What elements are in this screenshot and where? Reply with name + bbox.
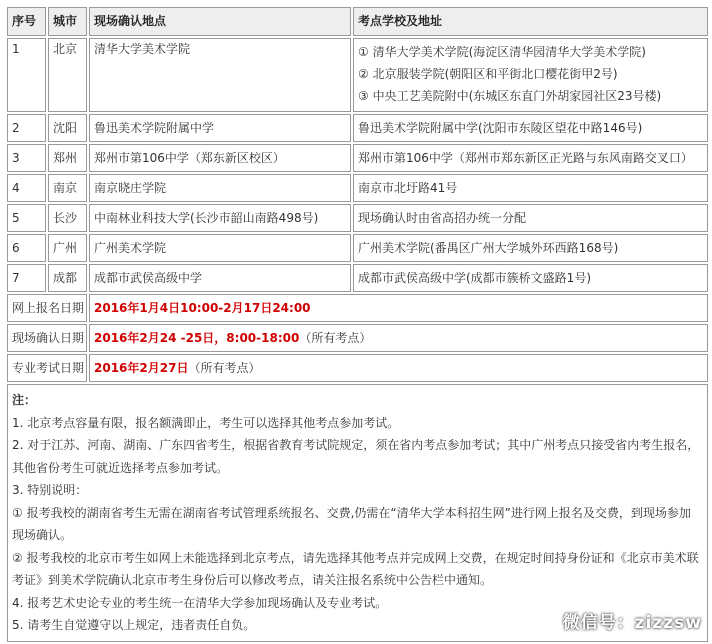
row-city: 北京 xyxy=(48,38,87,112)
date-note: （所有考点） xyxy=(188,360,261,375)
row-site: 清华大学美术学院 xyxy=(89,38,351,112)
note-line: 3. 特别说明： xyxy=(12,483,88,497)
row-city: 南京 xyxy=(48,174,87,202)
row-no: 4 xyxy=(7,174,46,202)
table-row xyxy=(7,204,708,232)
address-line: ① 清华大学美术学院(海淀区清华园清华大学美术学院) xyxy=(358,45,646,59)
date-value: 2016年2月24 -25日，8:00-18:00 xyxy=(94,330,300,345)
row-site: 成都市武侯高级中学 xyxy=(89,264,351,292)
date-value-cell xyxy=(89,354,708,382)
note-line: 1. 北京考点容量有限，报名额满即止，考生可以选择其他考点参加考试。 xyxy=(12,415,400,430)
row-city: 成都 xyxy=(48,264,87,292)
notes-title: 注： xyxy=(12,393,37,407)
watermark: 微信号：zizzsw xyxy=(562,613,702,633)
row-site: 南京晓庄学院 xyxy=(89,174,351,202)
address-line: ② 北京服装学院(朝阳区和平街北口樱花街甲2号) xyxy=(358,67,618,81)
row-address: 现场确认时由省高招办统一分配 xyxy=(353,204,708,232)
note-line: ② 报考我校的北京市考生如网上未能选择到北京考点，请先选择其他考点并完成网上交费，在规定时间持身份证和《北京市美术联 xyxy=(12,550,699,565)
row-no: 1 xyxy=(7,38,46,112)
header-no: 序号 xyxy=(7,7,46,36)
note-line: 其他省份考生可就近选择考点参加考试。 xyxy=(12,460,229,475)
date-value: 2016年2月27日 xyxy=(94,360,189,375)
row-address: 南京市北圩路41号 xyxy=(353,174,708,202)
date-value-cell xyxy=(89,324,708,352)
exam-site-table xyxy=(5,5,710,644)
notes-row xyxy=(7,384,708,642)
table-row xyxy=(7,114,708,142)
row-city: 沈阳 xyxy=(48,114,87,142)
date-value-cell xyxy=(89,294,708,322)
notes-cell xyxy=(7,384,708,642)
row-site: 郑州市第106中学（郑东新区校区） xyxy=(89,144,351,172)
header-address: 考点学校及地址 xyxy=(353,7,708,36)
note-line: 5. 请考生自觉遵守以上规定，违者责任自负。 xyxy=(12,618,256,632)
table-row xyxy=(7,234,708,262)
date-row xyxy=(7,294,708,322)
table-row xyxy=(7,38,708,112)
row-no: 5 xyxy=(7,204,46,232)
row-city: 郑州 xyxy=(48,144,87,172)
header-site: 现场确认地点 xyxy=(89,7,351,36)
date-note: （所有考点） xyxy=(299,330,372,345)
note-line: 考证》到美术学院确认北京市考生身份后可以修改考点，请关注报名系统中公告栏中通知。 xyxy=(12,573,493,587)
row-site: 广州美术学院 xyxy=(89,234,351,262)
table-row xyxy=(7,264,708,292)
date-label: 网上报名日期 xyxy=(7,294,87,322)
table-row xyxy=(7,144,708,172)
header-city: 城市 xyxy=(48,7,87,36)
row-site: 鲁迅美术学院附属中学 xyxy=(89,114,351,142)
address-line: ③ 中央工艺美院附中(东城区东直门外胡家园社区23号楼) xyxy=(358,89,662,103)
note-line: 2. 对于江苏、河南、湖南、广东四省考生，根据省教育考试院规定，须在省内考点参加考试；其中广州考点只接受省内考生报名， xyxy=(12,438,700,452)
note-line: 现场确认。 xyxy=(12,528,73,542)
row-address: 广州美术学院(番禺区广州大学城外环西路168号) xyxy=(353,234,708,262)
date-row xyxy=(7,324,708,352)
row-no: 6 xyxy=(7,234,46,262)
date-value: 2016年1月4日10:00-2月17日24:00 xyxy=(94,300,311,315)
row-address: 成都市武侯高级中学(成都市簇桥文盛路1号) xyxy=(353,264,708,292)
date-label: 现场确认日期 xyxy=(7,324,87,352)
row-city: 广州 xyxy=(48,234,87,262)
note-line: ① 报考我校的湖南省考生无需在湖南省考试管理系统报名、交费,仍需在“清华大学本科招生网”进行网上报名及交费，到现场参加 xyxy=(12,505,691,520)
row-site: 中南林业科技大学(长沙市韶山南路498号) xyxy=(89,204,351,232)
date-label: 专业考试日期 xyxy=(7,354,87,382)
row-no: 3 xyxy=(7,144,46,172)
row-no: 2 xyxy=(7,114,46,142)
date-row xyxy=(7,354,708,382)
row-city: 长沙 xyxy=(48,204,87,232)
row-no: 7 xyxy=(7,264,46,292)
row-address: 鲁迅美术学院附属中学(沈阳市东陵区望花中路146号) xyxy=(353,114,708,142)
header-row xyxy=(7,7,708,36)
note-line: 4. 报考艺术史论专业的考生统一在清华大学参加现场确认及专业考试。 xyxy=(12,595,388,610)
row-address xyxy=(353,38,708,112)
table-row xyxy=(7,174,708,202)
row-address: 郑州市第106中学（郑州市郑东新区正光路与东风南路交叉口） xyxy=(353,144,708,172)
